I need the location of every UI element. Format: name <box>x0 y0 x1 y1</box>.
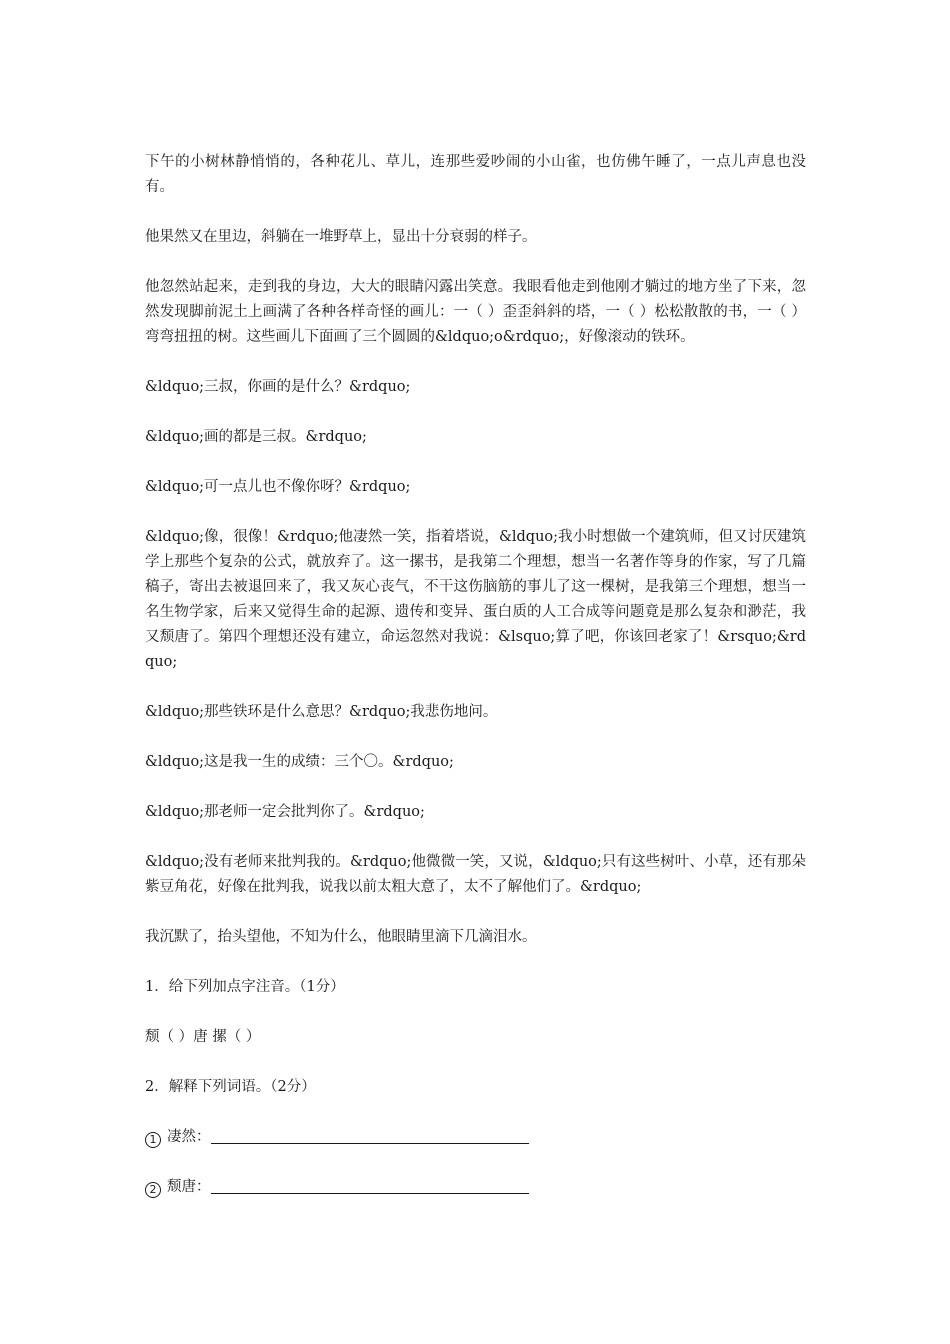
paragraph-12: 我沉默了，抬头望他，不知为什么，他眼睛里滴下几滴泪水。 <box>145 929 537 945</box>
question-2-item <box>145 1175 806 1200</box>
paragraph-9: &ldquo;这是我一生的成绩：三个〇。&rdquo; <box>145 754 454 770</box>
document-page <box>145 150 806 1225</box>
question-1-title: 1．给下列加点字注音。（1分） <box>145 979 345 995</box>
question-1-items: 颓（ ）唐 摞（ ） <box>145 1029 261 1045</box>
paragraph-10: &ldquo;那老师一定会批判你了。&rdquo; <box>145 804 425 820</box>
paragraph-4: &ldquo;三叔，你画的是什么？&rdquo; <box>145 379 411 395</box>
paragraph-5: &ldquo;画的都是三叔。&rdquo; <box>145 429 367 445</box>
paragraph-1: 下午的小树林静悄悄的，各种花儿、草儿，连那些爱吵闹的小山雀，也仿佛午睡了，一点儿声息也没有。 <box>145 154 806 195</box>
answer-blank-line[interactable] <box>211 1177 529 1194</box>
term-label: 颓唐： <box>167 1179 211 1195</box>
paragraph-8: &ldquo;那些铁环是什么意思？&rdquo;我悲伤地问。 <box>145 704 498 720</box>
answer-blank-line[interactable] <box>211 1127 529 1144</box>
paragraph-2: 他果然又在里边，斜躺在一堆野草上，显出十分衰弱的样子。 <box>145 229 537 245</box>
circled-number-marker: 1 <box>145 1132 161 1148</box>
paragraph-6: &ldquo;可一点儿也不像你呀？&rdquo; <box>145 479 411 495</box>
paragraph-3: 他忽然站起来，走到我的身边，大大的眼睛闪露出笑意。我眼看他走到他刚才躺过的地方坐了下来，忽然发现脚前泥土上画满了各种各样奇怪的画儿：一（ ）歪歪斜斜的塔，一（ ）松松散散的书，一（ ）弯弯扭扭的树。这些画儿下面画了三个圆圆的&ldquo;o&rdquo;，好像滚动的铁环。 <box>145 279 806 345</box>
term-label: 凄然： <box>167 1129 211 1145</box>
question-2-item <box>145 1125 806 1150</box>
paragraph-11: &ldquo;没有老师来批判我的。&rdquo;他微微一笑，又说，&ldquo;只有这些树叶、小草，还有那朵紫豆角花，好像在批判我，说我以前太粗大意了，太不了解他们了。&rdquo; <box>145 854 806 895</box>
question-2-title: 2．解释下列词语。（2分） <box>145 1079 316 1095</box>
circled-number-marker: 2 <box>145 1182 161 1198</box>
paragraph-7: &ldquo;像，很像！&rdquo;他凄然一笑，指着塔说，&ldquo;我小时想做一个建筑师，但又讨厌建筑学上那些个复杂的公式，就放弃了。这一摞书，是我第二个理想，想当一名著作等身的作家，写了几篇稿子，寄出去被退回来了，我又灰心丧气，不干这伤脑筋的事儿了这一棵树，是我第三个理想，想当一名生物学家，后来又觉得生命的起源、遗传和变异、蛋白质的人工合成等问题竟是那么复杂和渺茫，我又颓唐了。第四个理想还没有建立，命运忽然对我说：&lsquo;算了吧，你该回老家了！&rsquo;&rdquo; <box>145 529 806 670</box>
